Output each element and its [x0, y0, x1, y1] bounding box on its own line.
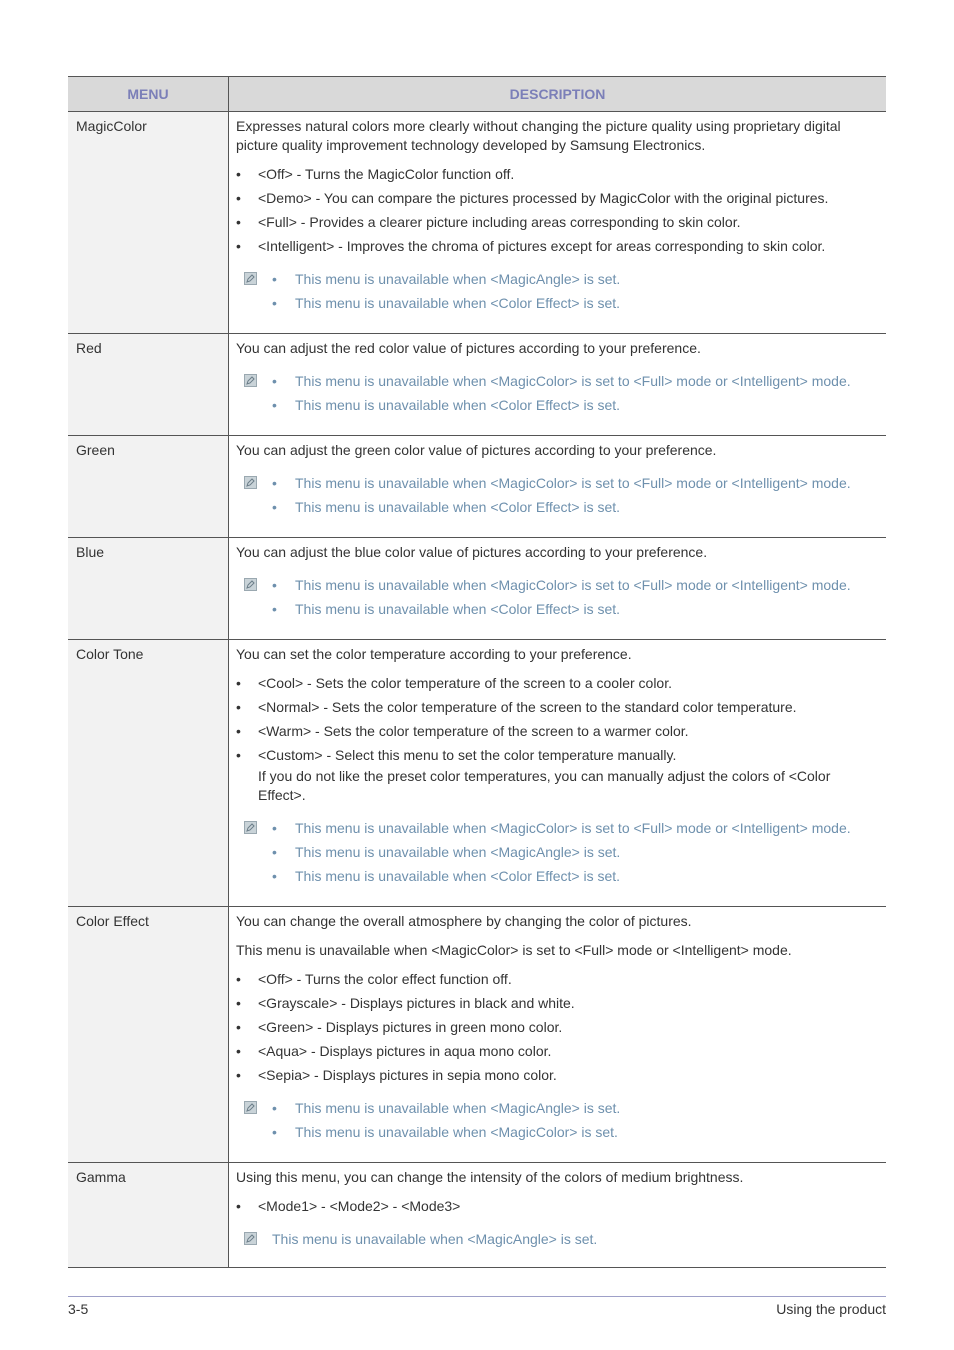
description-cell [229, 1163, 887, 1268]
description-text: This menu is unavailable when <MagicColor> is set to <Full> mode or <Intelligent> mode. [236, 942, 792, 958]
table-header-row [68, 77, 886, 112]
bullet-icon: • [272, 820, 277, 836]
description-cell [229, 436, 887, 538]
table-row [68, 112, 886, 334]
note-item [272, 396, 878, 415]
bullet-icon: • [236, 1198, 241, 1214]
option-text: <Demo> - You can compare the pictures processed by MagicColor with the original pictures. [258, 190, 829, 206]
option-item [236, 698, 878, 717]
note-block [236, 372, 878, 415]
option-list [236, 1197, 878, 1216]
table-row [68, 436, 886, 538]
option-item [236, 674, 878, 693]
note-item [272, 843, 878, 862]
table-body [68, 112, 886, 1268]
description-text: Using this menu, you can change the intensity of the colors of medium brightness. [236, 1169, 744, 1185]
note-item [272, 819, 878, 838]
bullet-icon: • [272, 601, 277, 617]
option-text: <Cool> - Sets the color temperature of the screen to a cooler color. [258, 675, 672, 691]
note-pencil-icon [244, 821, 257, 834]
description-text: You can set the color temperature according to your preference. [236, 646, 632, 662]
note-text: This menu is unavailable when <MagicColor> is set to <Full> mode or <Intelligent> mode. [295, 373, 851, 389]
note-item [272, 867, 878, 886]
note-text: This menu is unavailable when <MagicColor> is set. [295, 1124, 618, 1140]
bullet-icon: • [272, 1100, 277, 1116]
description-cell [229, 334, 887, 436]
bullet-icon: • [236, 214, 241, 230]
description-text: You can adjust the green color value of pictures according to your preference. [236, 442, 717, 458]
description-text: You can adjust the red color value of pictures according to your preference. [236, 340, 701, 356]
note-pencil-icon [244, 1101, 257, 1114]
note-item [272, 576, 878, 595]
option-text: <Green> - Displays pictures in green mono color. [258, 1019, 563, 1035]
bullet-icon: • [272, 397, 277, 413]
bullet-icon: • [236, 1067, 241, 1083]
note-block [236, 1099, 878, 1142]
bullet-icon: • [272, 1124, 277, 1140]
note-block [236, 576, 878, 619]
option-subtext: If you do not like the preset color temperatures, you can manually adjust the colors of <Color Effect>. [258, 768, 831, 803]
table-row [68, 334, 886, 436]
note-pencil-icon [244, 272, 257, 285]
note-list [272, 372, 878, 415]
menu-name: Red [68, 334, 229, 436]
bullet-icon: • [272, 373, 277, 389]
option-text: <Aqua> - Displays pictures in aqua mono color. [258, 1043, 552, 1059]
note-list [272, 474, 878, 517]
note-text: This menu is unavailable when <MagicAngle> is set. [295, 271, 621, 287]
note-text: This menu is unavailable when <MagicColor> is set to <Full> mode or <Intelligent> mode. [295, 820, 851, 836]
option-item [236, 1197, 878, 1216]
note-text: This menu is unavailable when <MagicAngle> is set. [295, 1100, 621, 1116]
option-item [236, 1066, 878, 1085]
note-item [272, 372, 878, 391]
note-list [272, 1099, 878, 1142]
table-row [68, 640, 886, 907]
option-text: <Sepia> - Displays pictures in sepia mono color. [258, 1067, 557, 1083]
note-text: This menu is unavailable when <Color Effect> is set. [295, 499, 621, 515]
note-block [236, 270, 878, 313]
bullet-icon: • [272, 271, 277, 287]
option-text: <Intelligent> - Improves the chroma of pictures except for areas corresponding to skin color. [258, 238, 826, 254]
option-item [236, 1042, 878, 1061]
bullet-icon: • [236, 675, 241, 691]
bullet-icon: • [236, 747, 241, 763]
bullet-icon: • [272, 475, 277, 491]
description-text: You can adjust the blue color value of pictures according to your preference. [236, 544, 708, 560]
table-row [68, 538, 886, 640]
note-text: This menu is unavailable when <MagicAngle> is set. [272, 1231, 598, 1247]
description-text: You can change the overall atmosphere by changing the color of pictures. [236, 913, 692, 929]
note-pencil-icon [244, 476, 257, 489]
note-list [272, 270, 878, 313]
description-cell [229, 907, 887, 1163]
section-title: Using the product [776, 1301, 886, 1317]
option-item [236, 746, 878, 805]
note-text: This menu is unavailable when <Color Effect> is set. [295, 295, 621, 311]
bullet-icon: • [272, 295, 277, 311]
bullet-icon: • [272, 577, 277, 593]
option-text: <Grayscale> - Displays pictures in black and white. [258, 995, 575, 1011]
note-item [272, 294, 878, 313]
note-block [236, 819, 878, 886]
bullet-icon: • [236, 1019, 241, 1035]
description-cell [229, 112, 887, 334]
bullet-icon: • [236, 1043, 241, 1059]
menu-name: MagicColor [68, 112, 229, 334]
option-list [236, 970, 878, 1085]
note-text: This menu is unavailable when <MagicColor> is set to <Full> mode or <Intelligent> mode. [295, 577, 851, 593]
option-text: <Normal> - Sets the color temperature of the screen to the standard color temperature. [258, 699, 797, 715]
menu-name: Blue [68, 538, 229, 640]
option-text: <Warm> - Sets the color temperature of the screen to a warmer color. [258, 723, 689, 739]
description-cell [229, 538, 887, 640]
option-list [236, 674, 878, 805]
note-pencil-icon [244, 374, 257, 387]
note-item [272, 600, 878, 619]
note-list [272, 819, 878, 886]
menu-name: Green [68, 436, 229, 538]
option-list [236, 165, 878, 256]
menu-name: Color Tone [68, 640, 229, 907]
bullet-icon: • [272, 499, 277, 515]
table-row [68, 1163, 886, 1268]
note-text: This menu is unavailable when <MagicColor> is set to <Full> mode or <Intelligent> mode. [295, 475, 851, 491]
bullet-icon: • [236, 971, 241, 987]
page-number: 3-5 [68, 1301, 89, 1317]
bullet-icon: • [236, 190, 241, 206]
note-block [236, 474, 878, 517]
description-column-header: DESCRIPTION [229, 77, 887, 112]
option-text: <Off> - Turns the MagicColor function off. [258, 166, 515, 182]
note-text: This menu is unavailable when <Color Effect> is set. [295, 868, 621, 884]
option-text: <Full> - Provides a clearer picture including areas corresponding to skin color. [258, 214, 741, 230]
option-text: <Off> - Turns the color effect function off. [258, 971, 512, 987]
menu-name: Gamma [68, 1163, 229, 1268]
note-item [272, 1123, 878, 1142]
option-item [236, 189, 878, 208]
note-item [272, 1099, 878, 1118]
option-item [236, 165, 878, 184]
bullet-icon: • [236, 699, 241, 715]
note-list [272, 576, 878, 619]
bullet-icon: • [236, 238, 241, 254]
bullet-icon: • [236, 995, 241, 1011]
option-item [236, 237, 878, 256]
option-text: <Mode1> - <Mode2> - <Mode3> [258, 1198, 461, 1214]
bullet-icon: • [236, 723, 241, 739]
note-block [236, 1230, 878, 1249]
note-text: This menu is unavailable when <Color Effect> is set. [295, 601, 621, 617]
note-item [272, 270, 878, 289]
option-item [236, 970, 878, 989]
option-item [236, 722, 878, 741]
note-pencil-icon [244, 578, 257, 591]
option-item [236, 213, 878, 232]
menu-description-table [68, 76, 886, 1268]
description-text: Expresses natural colors more clearly without changing the picture quality using proprietary digital picture quality improvement technology developed by Samsung Electronics. [236, 118, 841, 153]
note-item [272, 474, 878, 493]
footer-divider [68, 1296, 886, 1297]
note-item [272, 498, 878, 517]
menu-column-header: MENU [68, 77, 229, 112]
option-item [236, 1018, 878, 1037]
option-text: <Custom> - Select this menu to set the color temperature manually. [258, 747, 677, 763]
bullet-icon: • [236, 166, 241, 182]
bullet-icon: • [272, 844, 277, 860]
table-row [68, 907, 886, 1163]
option-item [236, 994, 878, 1013]
note-text: This menu is unavailable when <Color Effect> is set. [295, 397, 621, 413]
menu-name: Color Effect [68, 907, 229, 1163]
note-pencil-icon [244, 1232, 257, 1245]
bullet-icon: • [272, 868, 277, 884]
note-text: This menu is unavailable when <MagicAngle> is set. [295, 844, 621, 860]
description-cell [229, 640, 887, 907]
